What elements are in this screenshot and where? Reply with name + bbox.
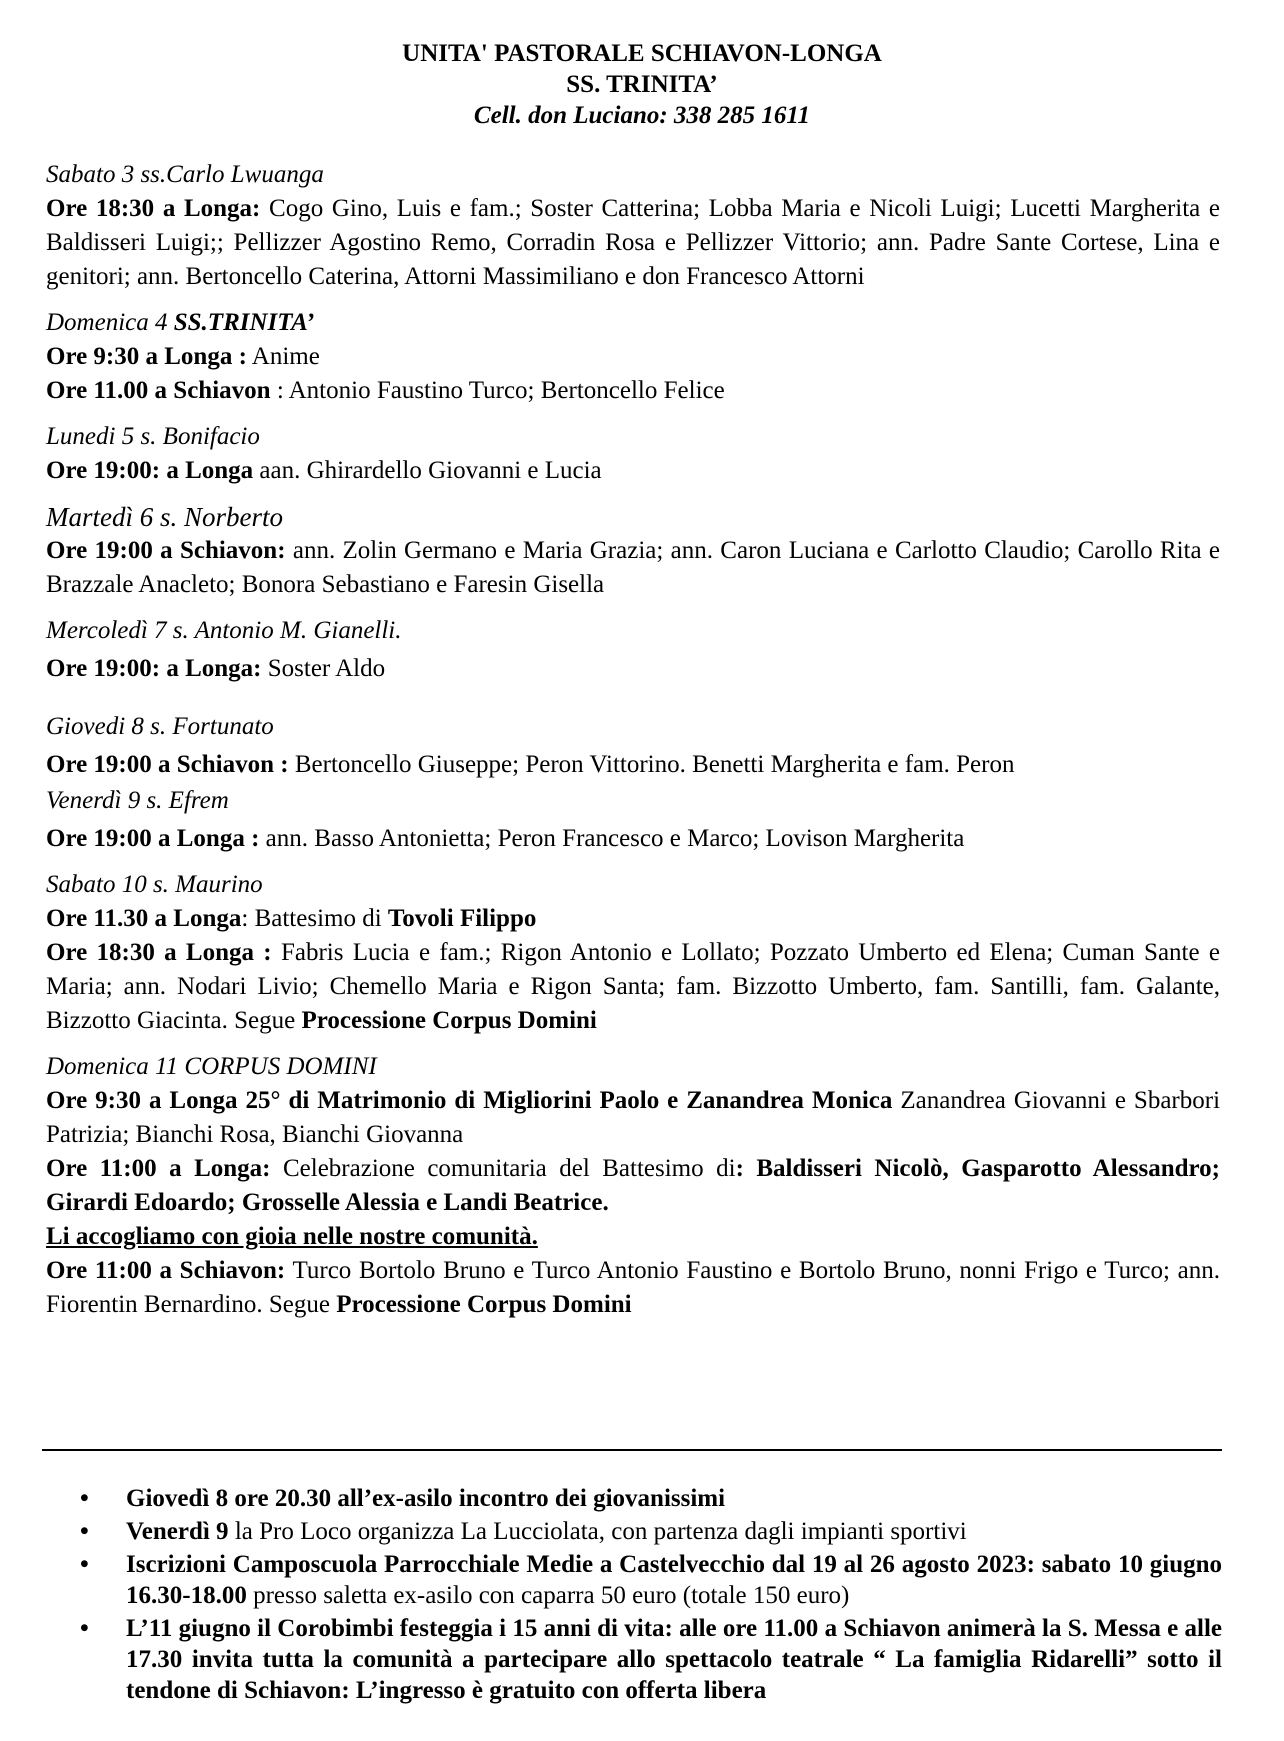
mass-entry xyxy=(46,936,1220,1038)
mass-time: Ore 19:00: a Longa: xyxy=(46,655,262,682)
day-venerdi-9 xyxy=(46,784,1220,856)
day-date: Domenica 4 xyxy=(46,309,174,336)
notice-item xyxy=(80,1483,1222,1514)
mass-entry xyxy=(46,652,1220,686)
mass-intentions: : Battesimo di xyxy=(241,905,388,932)
mass-entry xyxy=(46,1254,1220,1322)
mass-time: Ore 11.30 a Longa xyxy=(46,905,242,932)
mass-intentions: Cogo Gino, Luis e fam.; Soster Catterina; Lobba Maria e Nicoli Luigi; Lucetti Margherita e Baldisseri Luigi;; Pellizzer Agostino Remo, Corradin Rosa e Pellizzer Vittorio; ann. Padre Sante Cortese, Lina e genitori; ann. Bertoncello Caterina, Attorni Massimiliano e don Francesco Attorni xyxy=(46,195,1220,290)
mass-time: Ore 18:30 a Longa: xyxy=(46,195,261,222)
mass-entry xyxy=(46,1084,1220,1152)
mass-time: Ore 11.00 a Schiavon xyxy=(46,377,271,404)
day-lunedi-5 xyxy=(46,420,1220,488)
mass-time: Ore 19:00 a Schiavon: xyxy=(46,537,286,564)
mass-entry xyxy=(46,192,1220,294)
day-heading: Martedì 6 s. Norberto xyxy=(46,502,284,532)
mass-entry xyxy=(46,340,1220,374)
day-domenica-4 xyxy=(46,306,1220,408)
notice-item xyxy=(80,1613,1222,1706)
mass-intentions: ann. Zolin Germano e Maria Grazia; ann. Caron Luciana e Carlotto Claudio; Carollo Rita e Brazzale Anacleto; Bonora Sebastiano e Faresin Gisella xyxy=(46,537,1220,598)
notices-list xyxy=(80,1483,1222,1708)
mass-time: Ore 11:00 a Longa: xyxy=(46,1155,271,1182)
day-mercoledi-7 xyxy=(46,614,1220,686)
mass-entry xyxy=(46,374,1220,408)
mass-entry xyxy=(46,822,1220,856)
notice-item xyxy=(80,1516,1222,1547)
day-heading: Sabato 3 ss.Carlo Lwuanga xyxy=(46,161,324,188)
phone-line: Cell. don Luciano: 338 285 1611 xyxy=(473,102,811,129)
mass-time: Ore 18:30 a Longa : xyxy=(46,939,272,966)
notice-bold: Giovedì 8 ore 20.30 all’ex-asilo incontro dei giovanissimi xyxy=(126,1485,726,1512)
mass-time: Ore 19:00 a Longa : xyxy=(46,825,260,852)
mass-time: Ore 9:30 a Longa 25° di Matrimonio di Migliorini Paolo e Zanandrea Monica xyxy=(46,1087,893,1114)
mass-intentions: Bertoncello Giuseppe; Peron Vittorino. Benetti Margherita e fam. Peron xyxy=(288,751,1015,778)
bullet-icon: • xyxy=(80,1551,89,1578)
day-heading: Domenica 11 CORPUS DOMINI xyxy=(46,1053,377,1080)
horizontal-divider xyxy=(42,1449,1222,1451)
notice-bold: Venerdì 9 xyxy=(126,1518,229,1545)
mass-intentions: Anime xyxy=(246,343,320,370)
mass-time: Ore 19:00: a Longa xyxy=(46,457,254,484)
day-heading: Sabato 10 s. Maurino xyxy=(46,871,263,898)
day-heading: Lunedi 5 s. Bonifacio xyxy=(46,423,260,450)
day-giovedi-8 xyxy=(46,710,1220,782)
notice-text: la Pro Loco organizza La Lucciolata, con partenza dagli impianti sportivi xyxy=(228,1518,967,1545)
notice-item xyxy=(80,1549,1222,1611)
day-domenica-11 xyxy=(46,1050,1220,1322)
mass-intentions: : Antonio Faustino Turco; Bertoncello Felice xyxy=(270,377,725,404)
welcome-note: Li accogliamo con gioia nelle nostre comunità. xyxy=(46,1223,538,1250)
day-heading xyxy=(46,306,1220,340)
mass-intentions: Celebrazione comunitaria del Battesimo di xyxy=(270,1155,736,1182)
notice-bold: L’11 giugno il Corobimbi festeggia i 15 anni di vita: alle ore 11.00 a Schiavon animerà la S. Messa e alle 17.30 invita tutta la comunità a partecipare allo spettacolo teatrale “ La famiglia Ridarelli” sotto il tendone di Schiavon: L’ingresso è gratuito con offerta libera xyxy=(126,1615,1222,1704)
mass-intentions: Zanandrea Giovanni e Sbarbori Patrizia; Bianchi Rosa, Bianchi Giovanna xyxy=(46,1087,1221,1148)
bullet-icon: • xyxy=(80,1518,89,1545)
bullet-icon: • xyxy=(80,1615,89,1642)
procession-note: Processione Corpus Domini xyxy=(301,1007,597,1034)
mass-entry xyxy=(46,1152,1220,1220)
day-heading: Giovedi 8 s. Fortunato xyxy=(46,713,274,740)
bullet-icon: • xyxy=(80,1485,89,1512)
mass-entry xyxy=(46,454,1220,488)
mass-intentions: Fabris Lucia e fam.; Rigon Antonio e Lollato; Pozzato Umberto ed Elena; Cuman Sante e Maria; ann. Nodari Livio; Chemello Maria e Rigon Santa; fam. Bizzotto Umberto, fam. Santilli, fam. Galante, Bizzotto Giacinta. Segue xyxy=(46,939,1220,1034)
day-martedi-6 xyxy=(46,500,1220,602)
mass-entry xyxy=(46,748,1220,782)
mass-intentions: ann. Basso Antonietta; Peron Francesco e Marco; Lovison Margherita xyxy=(259,825,965,852)
baptized-names: : Baldisseri Nicolò, Gasparotto Alessandro; Girardi Edoardo; Grosselle Alessia e Landi Beatrice. xyxy=(46,1155,1221,1216)
notice-text: presso saletta ex-asilo con caparra 50 euro (totale 150 euro) xyxy=(246,1582,850,1609)
notice-bold: Iscrizioni Camposcuola Parrocchiale Medie a Castelvecchio dal 19 al 26 agosto 2023: sabato 10 giugno 16.30-18.00 xyxy=(126,1551,1222,1609)
mass-time: Ore 9:30 a Longa : xyxy=(46,343,247,370)
bulletin-header xyxy=(0,38,1284,131)
mass-time: Ore 11:00 a Schiavon: xyxy=(46,1257,286,1284)
mass-time: Ore 19:00 a Schiavon : xyxy=(46,751,289,778)
feast-title: SS. TRINITA’ xyxy=(566,71,718,98)
day-heading: Venerdì 9 s. Efrem xyxy=(46,787,229,814)
mass-intentions: aan. Ghirardello Giovanni e Lucia xyxy=(253,457,602,484)
feast-name: SS.TRINITA’ xyxy=(173,309,315,336)
baptized-name: Tovoli Filippo xyxy=(387,905,537,932)
mass-entry xyxy=(46,534,1220,602)
mass-intentions: Soster Aldo xyxy=(261,655,386,682)
mass-intentions: Turco Bortolo Bruno e Turco Antonio Faustino e Bortolo Bruno, nonni Frigo e Turco; ann. Fiorentin Bernardino. Segue xyxy=(46,1257,1220,1318)
day-heading: Mercoledì 7 s. Antonio M. Gianelli. xyxy=(46,617,402,644)
mass-schedule xyxy=(46,158,1220,1334)
day-sabato-3 xyxy=(46,158,1220,294)
procession-note: Processione Corpus Domini xyxy=(336,1291,632,1318)
mass-entry xyxy=(46,902,1220,936)
parish-title: UNITA' PASTORALE SCHIAVON-LONGA xyxy=(402,40,882,67)
day-sabato-10 xyxy=(46,868,1220,1038)
